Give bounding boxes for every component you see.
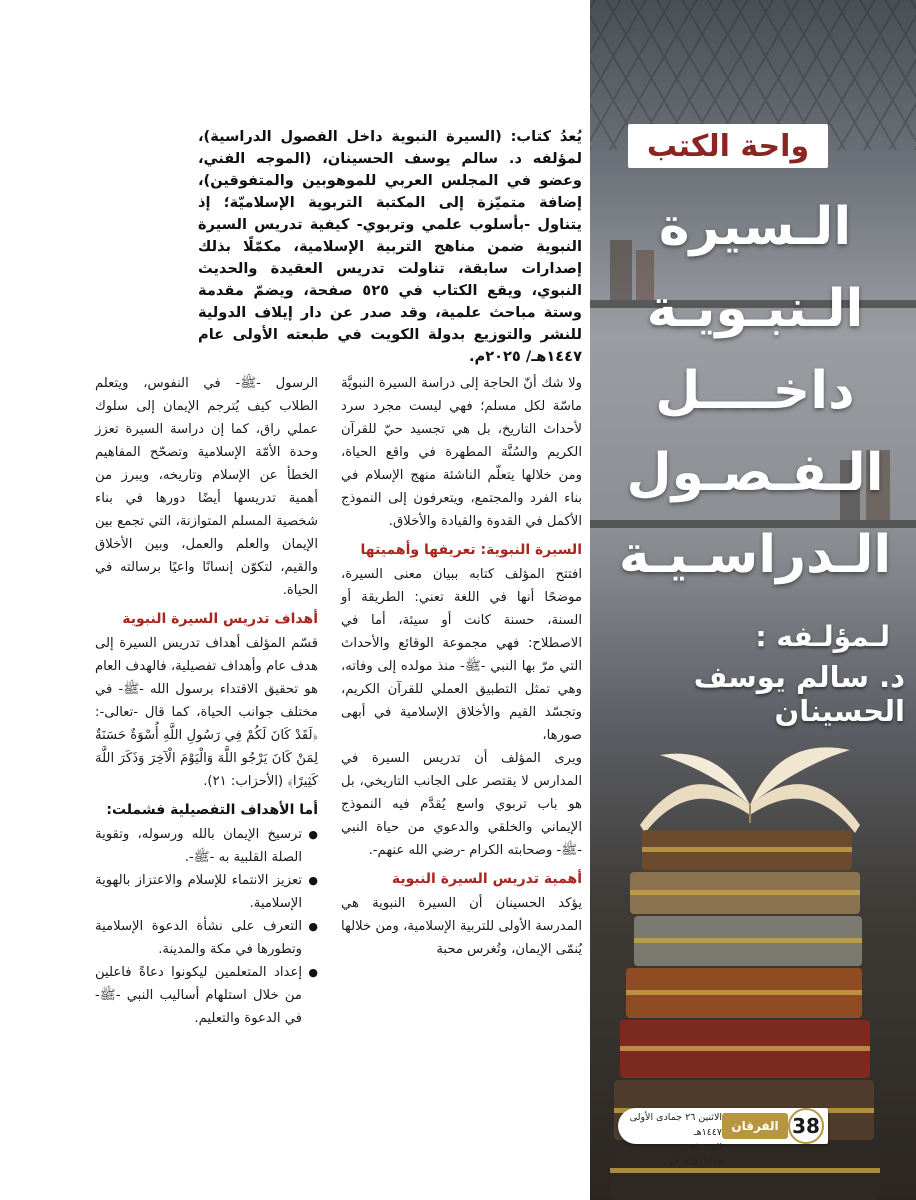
article-title [600,186,910,596]
issue-date: الاثنين ٢٦ جمادى الأولى ١٤٤٧هـ [629,1112,722,1138]
section-heading: أهمية تدريس السيرة النبوية [391,871,582,887]
stack-book [642,830,852,870]
author-label: لـمؤلـفه : [755,620,890,653]
section-label: واحة الكتب [628,124,828,168]
author-name: د. سالم يوسف الحسينان [693,660,905,728]
section-heading: أهداف تدريس السيرة النبوية [122,611,318,627]
magazine-logo: الفرقان [722,1113,788,1139]
title-line: الـفـصـول [626,443,884,503]
title-line: داخــــل [655,361,855,421]
section-heading: أما الأهداف التفصيلية فشملت: [106,802,318,818]
intro-paragraph: يُعدُ كتاب: (السيرة النبوية داخل الفصول الدراسية)، لمؤلفه د. سالم يوسف الحسينان، (الموجه الفني، وعضو في المجلس العربي للموهوبين والمتفوقين)، إضافة متميّزة إلى المكتبة التربوية الإسلاميّة؛ إذ يتناول -بأسلوب علمي وتربوي- كيفية تدريس السيرة النبوية ضمن مناهج التربية الإسلامية، مكمّلًا بذلك إصدارات سابقة، تناولت تدريس العقيدة والحديث النبوي، ويقع الكتاب في ٥٢٥ صفحة، ويضمّ مقدمة وستة مباحث علمية، وقد صدر عن دار إيلاف الدولية للنشر والتوزيع بدولة الكويت في طبعته الأولى عام ١٤٤٧هـ/ ٢٠٢٥م. [198,128,582,365]
bullet-item: ● إعداد المتعلمين ليكونوا دعاةً فاعلين من خلال استلهام أساليب النبي -ﷺ- في الدعوة والتعليم. [95,961,318,1030]
open-book-illustration [630,715,870,845]
paragraph: يؤكد الحسينان أن السيرة النبوية هي المدرسة الأولى للتربية الإسلامية، ومن خلالها يُنمّى الإيمان، وتُغرس محبة [341,896,582,957]
issue-number: العدد ١٢٨٥ - ٢٠٢٥/١١/١٧م [668,1142,722,1168]
paragraph: ولا شك أنّ الحاجة إلى دراسة السيرة النبويَّة ماسّة لكل مسلم؛ فهي ليست مجرد سرد لأحداث التاريخ، بل هي تجسيد حيّ للقرآن الكريم والسُنَّة المطهرة في واقع الحياة، ومن خلالها يتعلّم الناشئة منهج الإسلام في بناء الفرد والمجتمع، ويتعرفون إلى النموذج الأكمل في القدوة والقيادة والأخلاق. [341,376,582,529]
bullet-item: ● تعزيز الانتماء للإسلام والاعتزاز بالهوية الإسلامية. [95,869,318,915]
stack-book [630,872,860,914]
title-line: الـنبـويـة [646,279,864,339]
title-line: الـسيرة [658,197,852,257]
bullet-item: ● التعرف على نشأة الدعوة الإسلامية وتطورها في مكة والمدينة. [95,915,318,961]
issue-info [622,1110,722,1170]
intro-block [198,126,582,368]
paragraph: قسّم المؤلف أهداف تدريس السيرة إلى هدف عام وأهداف تفصيلية، فالهدف العام هو تحقيق الاقتداء برسول الله -ﷺ- في مختلف جوانب الحياة، كما قال -تعالى-: ﴿لَقَدْ كَانَ لَكُمْ فِي رَسُولِ اللَّهِ أُسْوَةٌ حَسَنَةٌ لِمَنْ كَانَ يَرْجُو اللَّهَ وَالْيَوْمَ الْآخِرَ وَذَكَرَ اللَّهَ كَثِيرًا﴾ (الأحزاب: ٢١). [95,636,318,789]
text-column-left [95,372,318,1030]
section-heading: السيرة النبوية: تعريفها وأهميتها [360,542,582,558]
title-line: الـدراسـيـة [618,525,892,585]
stack-book [626,968,862,1018]
stack-book [634,916,862,966]
paragraph: ويرى المؤلف أن تدريس السيرة في المدارس لا يقتصر على الجانب التاريخي، بل هو باب تربوي واسع يُقدَّم فيه النموذج الإيماني والخلقي والدعوي من حياة النبي -ﷺ- وصحابته الكرام -رضي الله عنهم-. [341,751,582,858]
stack-book [620,1020,870,1078]
page-number: 38 [788,1108,824,1144]
cover-image-panel [590,0,916,1200]
text-column-right [341,372,582,961]
bullet-item: ● ترسيخ الإيمان بالله ورسوله، وتقوية الصلة القلبية به -ﷺ-. [95,823,318,869]
paragraph: افتتح المؤلف كتابه ببيان معنى السيرة، موضحًا أنها في اللغة تعني: الطريقة أو السنة، حسنة كانت أو سيئة، أما في الاصطلاح: فهي مجموعة الوقائع والأحداث التي مرّ بها النبي -ﷺ- منذ مولده إلى وفاته، وهي تمثل التطبيق العملي للقرآن الكريم، وتجسّد القيم والأخلاق الإسلامية في أبهى صورها، [341,567,582,743]
paragraph: الرسول -ﷺ- في النفوس، ويتعلم الطلاب كيف يُترجم الإيمان إلى سلوك عملي راق، كما إن دراسة السيرة تعزز وحدة الأمّة الإسلامية وتصحّح المفاهيم الخطأ عن الإسلام وتاريخه، ويبرز من أهمية تدريسها أيضًا دورها في بناء شخصية المسلم المتوازنة، التي تجمع بين الإيمان والعلم والعمل، وبين الأخلاق والقيم، لتكوّن إنسانًا واعيًا برسالته في الحياة. [95,376,318,598]
